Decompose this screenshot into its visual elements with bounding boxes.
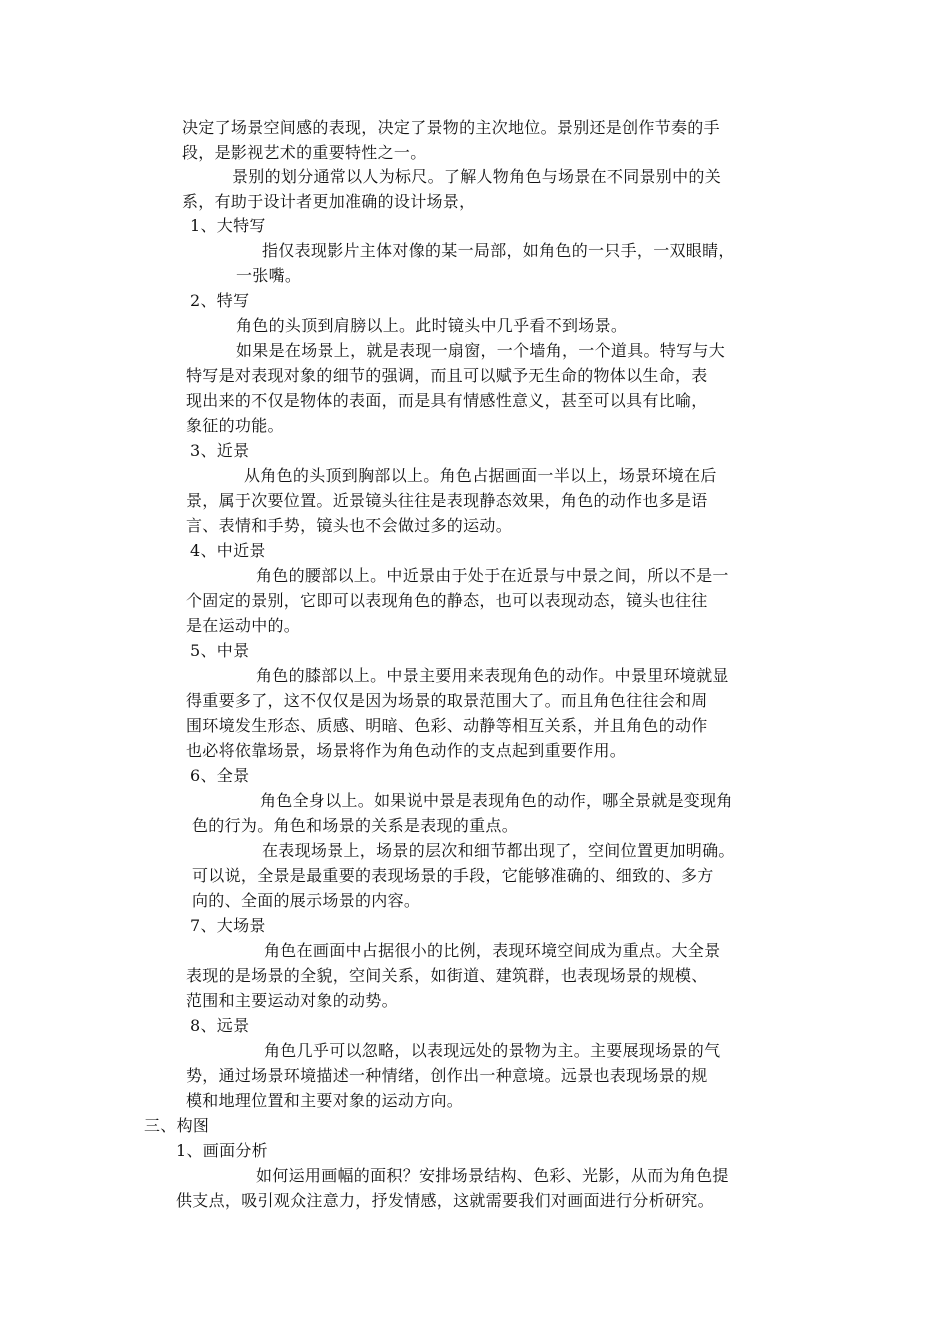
section-heading: 2、特写 (190, 291, 250, 310)
section-heading: 8、远景 (190, 1016, 250, 1035)
body-text-line: 从角色的头顶到胸部以上。角色占据画面一半以上，场景环境在后 (244, 466, 717, 485)
body-text-line: 特写是对表现对象的细节的强调，而且可以赋予无生命的物体以生命，表 (186, 366, 708, 385)
body-text-line: 象征的功能。 (186, 416, 284, 435)
section-heading: 1、大特写 (190, 216, 266, 235)
body-text-line: 在表现场景上，场景的层次和细节都出现了，空间位置更加明确。 (262, 841, 735, 860)
body-text-line: 角色在画面中占据很小的比例，表现环境空间成为重点。大全景 (264, 941, 721, 960)
body-text-line: 供支点，吸引观众注意力，抒发情感，这就需要我们对画面进行分析研究。 (176, 1191, 714, 1210)
section-heading: 7、大场景 (190, 916, 266, 935)
body-text-line: 是在运动中的。 (186, 616, 301, 635)
body-text-line: 指仅表现影片主体对像的某一局部，如角色的一只手，一双眼睛， (262, 241, 735, 260)
body-text-line: 现出来的不仅是物体的表面，而是具有情感性意义，甚至可以具有比喻， (186, 391, 708, 410)
body-text-line: 景别的划分通常以人为标尺。了解人物角色与场景在不同景别中的关 (232, 167, 722, 186)
chapter-heading: 三、构图 (144, 1116, 210, 1135)
body-text-line: 系，有助于设计者更加准确的设计场景， (182, 192, 476, 211)
body-text-line: 如何运用画幅的面积？安排场景结构、色彩、光影，从而为角色提 (256, 1166, 729, 1185)
body-text-line: 景，属于次要位置。近景镜头往往是表现静态效果，角色的动作也多是语 (186, 491, 708, 510)
section-heading: 4、中近景 (190, 541, 266, 560)
body-text-line: 可以说，全景是最重要的表现场景的手段，它能够准确的、细致的、多方 (192, 866, 714, 885)
body-text-line: 角色的膝部以上。中景主要用来表现角色的动作。中景里环境就显 (256, 666, 729, 685)
section-heading: 6、全景 (190, 766, 250, 785)
body-text-line: 段，是影视艺术的重要特性之一。 (182, 143, 427, 162)
body-text-line: 得重要多了，这不仅仅是因为场景的取景范围大了。而且角色往往会和周 (186, 691, 708, 710)
body-text-line: 角色的头顶到肩膀以上。此时镜头中几乎看不到场景。 (236, 316, 628, 335)
body-text-line: 决定了场景空间感的表现，决定了景物的主次地位。景别还是创作节奏的手 (182, 118, 720, 137)
body-text-line: 一张嘴。 (236, 266, 302, 285)
body-text-line: 色的行为。角色和场景的关系是表现的重点。 (192, 816, 519, 835)
body-text-line: 势，通过场景环境描述一种情绪，创作出一种意境。远景也表现场景的规 (186, 1066, 708, 1085)
body-text-line: 如果是在场景上，就是表现一扇窗，一个墙角，一个道具。特写与大 (236, 341, 726, 360)
section-heading: 3、近景 (190, 441, 250, 460)
section-heading: 5、中景 (190, 641, 250, 660)
section-heading: 1、画面分析 (176, 1141, 268, 1160)
body-text-line: 角色的腰部以上。中近景由于处于在近景与中景之间，所以不是一 (256, 566, 729, 585)
body-text-line: 角色几乎可以忽略，以表现远处的景物为主。主要展现场景的气 (264, 1041, 721, 1060)
body-text-line: 范围和主要运动对象的动势。 (186, 991, 398, 1010)
body-text-line: 围环境发生形态、质感、明暗、色彩、动静等相互关系，并且角色的动作 (186, 716, 708, 735)
body-text-line: 表现的是场景的全貌，空间关系，如街道、建筑群，也表现场景的规模、 (186, 966, 708, 985)
body-text-line: 个固定的景别，它即可以表现角色的静态，也可以表现动态，镜头也往往 (186, 591, 708, 610)
body-text-line: 言、表情和手势，镜头也不会做过多的运动。 (186, 516, 513, 535)
body-text-line: 模和地理位置和主要对象的运动方向。 (186, 1091, 464, 1110)
body-text-line: 角色全身以上。如果说中景是表现角色的动作，哪全景就是变现角 (260, 791, 733, 810)
body-text-line: 向的、全面的展示场景的内容。 (192, 891, 421, 910)
body-text-line: 也必将依靠场景，场景将作为角色动作的支点起到重要作用。 (186, 741, 627, 760)
